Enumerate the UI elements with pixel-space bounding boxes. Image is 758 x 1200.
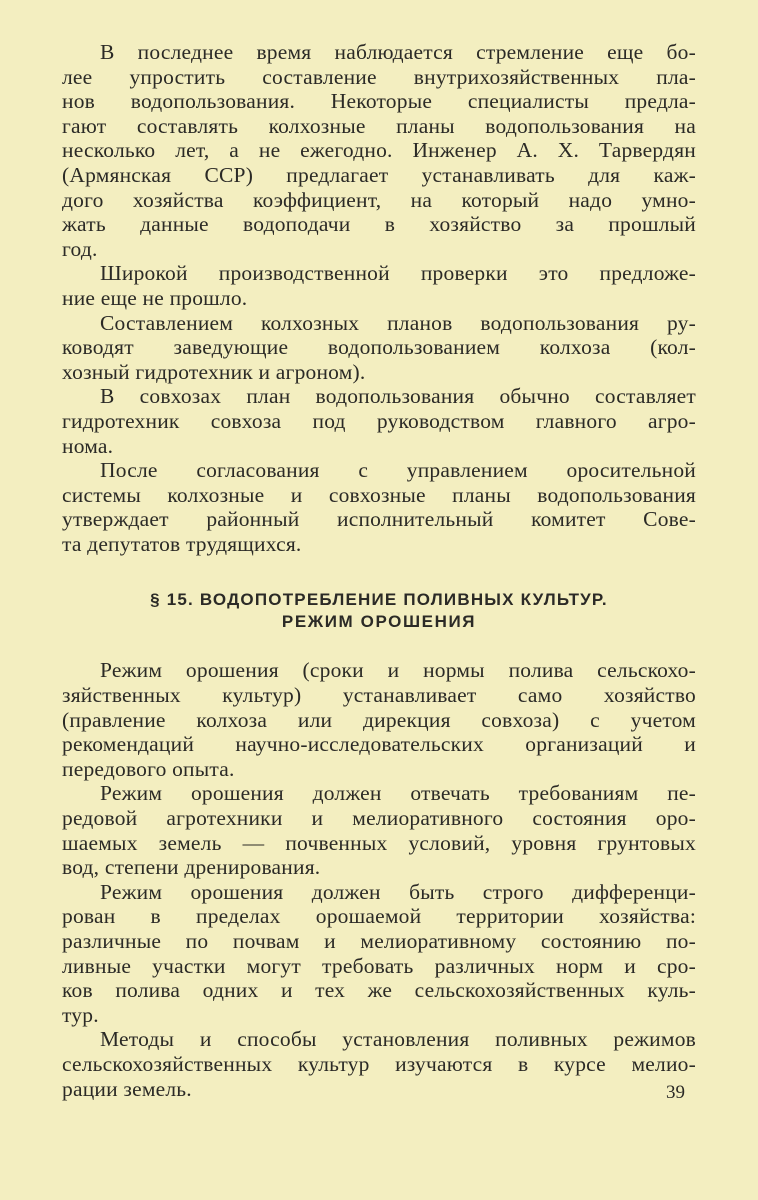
text-line: год.: [62, 236, 98, 261]
section-title-line-2: РЕЖИМ ОРОШЕНИЯ: [281, 612, 477, 632]
text-line: В последнее время наблюдается стремление еще бо-: [100, 40, 696, 64]
text-line: нов водопользования. Некоторые специалисты предла-: [62, 89, 696, 114]
text-line: сельскохозяйственных культур изучаются в курсе мелио-: [62, 1051, 696, 1076]
text-line: (правление колхоза или дирекция совхоза) с учетом: [62, 707, 696, 732]
paragraph: [62, 261, 696, 310]
text-line: нома.: [62, 433, 114, 458]
text-line: ков полива одних и тех же сельскохозяйственных куль-: [62, 978, 696, 1003]
text-line: та депутатов трудящихся.: [62, 531, 302, 556]
paragraph: [62, 311, 696, 385]
text-line: утверждает районный исполнительный комитет Сове-: [62, 507, 696, 532]
text-line: ние еще не прошло.: [62, 285, 248, 310]
text-line: Режим орошения должен отвечать требованиям пе-: [100, 781, 696, 806]
text-line: зяйственных культур) устанавливает само хозяйство: [62, 683, 696, 708]
text-line: гидротехник совхоза под руководством главного агро-: [62, 408, 696, 433]
text-line: Режим орошения должен быть строго дифференци-: [100, 879, 696, 904]
paragraph: [62, 880, 696, 1028]
text-line: Составлением колхозных планов водопользования ру-: [100, 310, 696, 335]
text-line: лее упростить составление внутрихозяйственных пла-: [62, 64, 696, 89]
page-number: 39: [666, 1082, 685, 1103]
text-line: ливные участки могут требовать различных норм и сро-: [62, 953, 696, 978]
text-line: рован в пределах орошаемой территории хозяйства:: [62, 904, 696, 929]
text-line: передового опыта.: [62, 756, 235, 781]
text-line: Широкой производственной проверки это предложе-: [100, 261, 696, 286]
text-line: тур.: [62, 1002, 99, 1027]
text-line: Методы и способы установления поливных режимов: [100, 1027, 696, 1052]
text-line: редовой агротехники и мелиоративного состояния оро-: [62, 806, 696, 831]
paragraph: [62, 658, 696, 781]
text-line: (Армянская ССР) предлагает устанавливать для каж-: [62, 162, 696, 187]
paragraph: [62, 1027, 696, 1101]
paragraph: [62, 781, 696, 879]
text-line: рекомендаций научно-исследовательских организаций и: [62, 732, 696, 757]
paragraph: [62, 384, 696, 458]
text-line: После согласования с управлением оросительной: [100, 458, 696, 483]
paragraph: [62, 458, 696, 556]
page-body: [62, 40, 696, 1101]
text-line: несколько лет, а не ежегодно. Инженер А. Х. Тарвердян: [62, 138, 696, 163]
text-line: гают составлять колхозные планы водопользования на: [62, 113, 696, 138]
text-line: жать данные водоподачи в хозяйство за прошлый: [62, 212, 696, 237]
text-line: ководят заведующие водопользованием колхоза (кол-: [62, 335, 696, 360]
text-line: вод, степени дренирования.: [62, 855, 321, 880]
paragraph: [62, 40, 696, 261]
section-heading: [62, 589, 696, 633]
text-line: дого хозяйства коэффициент, на который надо умно-: [62, 187, 696, 212]
text-line: различные по почвам и мелиоративному состоянию по-: [62, 929, 696, 953]
text-line: системы колхозные и совхозные планы водопользования: [62, 482, 696, 507]
text-line: В совхозах план водопользования обычно составляет: [100, 384, 696, 409]
text-line: Режим орошения (сроки и нормы полива сельскохо-: [100, 658, 696, 683]
text-line: хозный гидротехник и агроном).: [62, 359, 366, 384]
text-line: рации земель.: [62, 1076, 192, 1101]
section-title-line-1: § 15. ВОДОПОТРЕБЛЕНИЕ ПОЛИВНЫХ КУЛЬТУР.: [150, 590, 608, 610]
text-line: шаемых земель — почвенных условий, уровня грунтовых: [62, 830, 696, 855]
